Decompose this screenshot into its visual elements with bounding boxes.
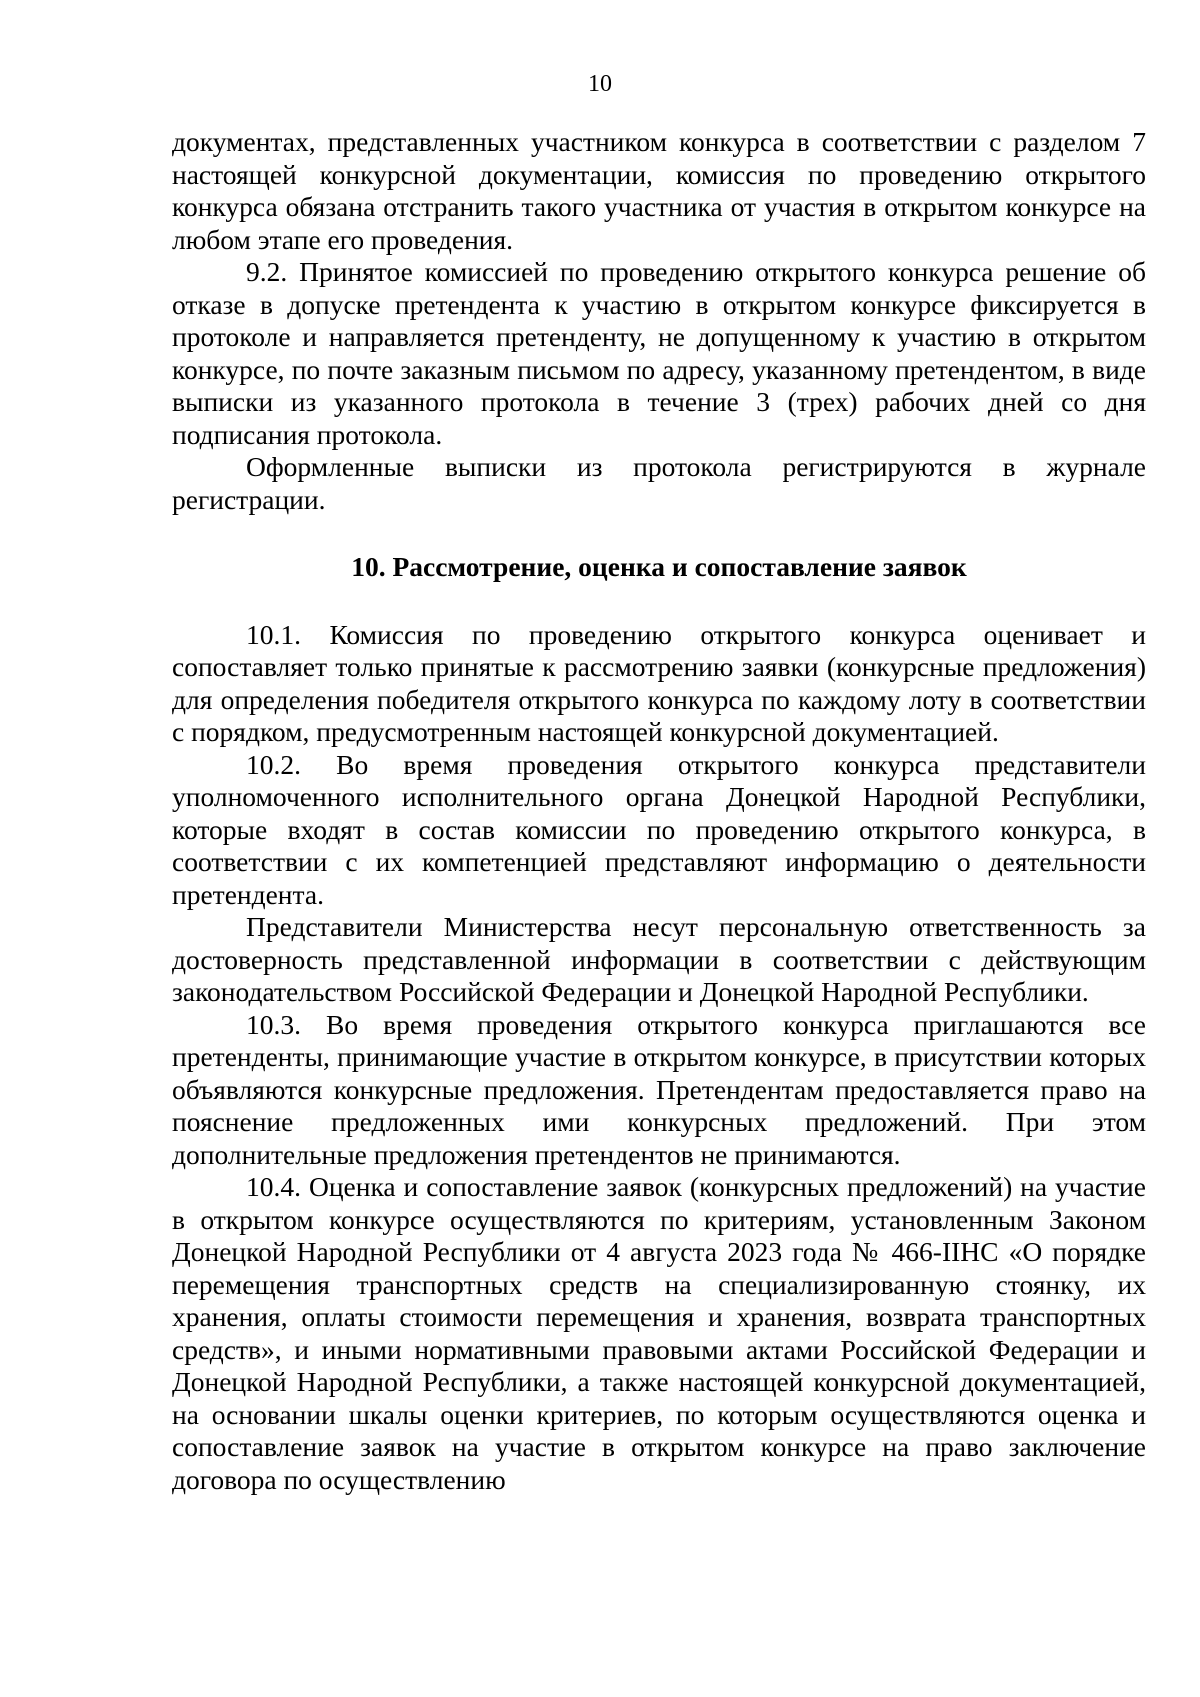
paragraph-ministry-responsibility: Представители Министерства несут персональную ответственность за достоверность представленной информации в соответствии с действующим законодательством Российской Федерации и Донецкой Народной Республики. [172, 911, 1146, 1007]
paragraph-extracts-registration: Оформленные выписки из протокола регистрируются в журнале регистрации. [172, 451, 1146, 515]
document-body [172, 126, 1146, 1496]
paragraph-10-1: 10.1. Комиссия по проведению открытого конкурса оценивает и сопоставляет только принятые к рассмотрению заявки (конкурсные предложения) для определения победителя открытого конкурса по каждому лоту в соответствии с порядком, предусмотренным настоящей конкурсной документацией. [172, 618, 1146, 747]
paragraph-10-3: 10.3. Во время проведения открытого конкурса приглашаются все претенденты, принимающие участие в открытом конкурсе, в присутствии которых объявляются конкурсные предложения. Претендентам предоставляется право на пояснение предложенных ими конкурсных предложений. При этом дополнительные предложения претендентов не принимаются. [172, 1008, 1146, 1170]
paragraph-10-2: 10.2. Во время проведения открытого конкурса представители уполномоченного исполнительного органа Донецкой Народной Республики, которые входят в состав комиссии по проведению открытого конкурса, в соответствии с их компетенцией представляют информацию о деятельности претендента. [172, 748, 1146, 910]
paragraph-continuation: документах, представленных участником конкурса в соответствии с разделом 7 настоящей конкурсной документации, комиссия по проведению открытого конкурса обязана отстранить такого участника от участия в открытом конкурсе на любом этапе его проведения. [172, 126, 1146, 255]
paragraph-10-4: 10.4. Оценка и сопоставление заявок (конкурсных предложений) на участие в открытом конкурсе осуществляются по критериям, установленным Законом Донецкой Народной Республики от 4 августа 2023 года № 466-IIНС «О порядке перемещения транспортных средств на специализированную стоянку, их хранения, оплаты стоимости перемещения и хранения, возврата транспортных средств», и иными нормативными правовыми актами Российской Федерации и Донецкой Народной Республики, а также настоящей конкурсной документацией, на основании шкалы оценки критериев, по которым осуществляются оценка и сопоставление заявок на участие в открытом конкурсе на право заключение договора по осуществлению [172, 1171, 1146, 1495]
paragraph-9-2: 9.2. Принятое комиссией по проведению открытого конкурса решение об отказе в допуске претендента к участию в открытом конкурсе фиксируется в протоколе и направляется претенденту, не допущенному к участию в открытом конкурсе, по почте заказным письмом по адресу, указанному претендентом, в виде выписки из указанного протокола в течение 3 (трех) рабочих дней со дня подписания протокола. [172, 256, 1146, 450]
section-heading: 10. Рассмотрение, оценка и сопоставление заявок [351, 551, 967, 582]
page-number: 10 [588, 71, 612, 97]
